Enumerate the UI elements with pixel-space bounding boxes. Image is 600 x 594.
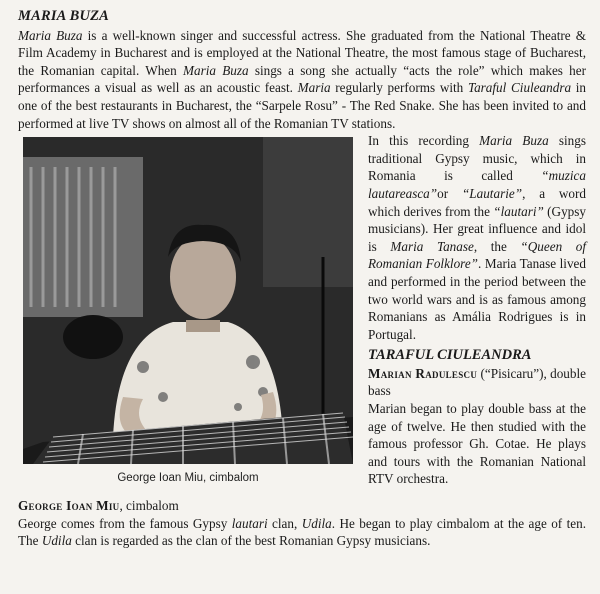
- text-run: or: [437, 185, 462, 201]
- text-run: in one of the best restaurants in Bucharest, the “Sarpele Rosu” - The Red Snake. She has been invited to and performed at live TV shows on almost all of the Romanian TV stations.: [18, 80, 586, 131]
- text-run: clan,: [267, 515, 302, 531]
- text-run: lautari: [231, 515, 268, 531]
- marian-radulescu-bio: Marian began to play double bass at the age of twelve. He then studied with the famous professor Gh. Cotae. He plays and tours with the Romanian National RTV orchestra.: [368, 401, 586, 487]
- text-run: Udila: [41, 533, 72, 549]
- text-run: Maria Buza: [18, 27, 83, 43]
- text-run: Taraful Ciuleandra: [467, 80, 572, 96]
- george-miu-role: , cimbalom: [119, 498, 179, 514]
- section-heading-maria-buza: MARIA BUZA: [18, 8, 110, 24]
- text-run: “muzica lautareasca”: [368, 168, 586, 201]
- text-run: . He began to play cimbalom at the age of ten. The: [18, 515, 587, 549]
- marian-radulescu-name: Marian Radulescu: [368, 365, 478, 381]
- text-run: “lautari”: [493, 203, 544, 219]
- text-run: , a word which derives from the: [368, 185, 586, 219]
- text-run: is a well-known singer and successful actress. She graduated from the National Theatre & Film Academy in Bucharest and is employed at the National Theatre, the most famous stage of Bucharest, the Romanian capital. When: [18, 27, 587, 78]
- text-run: sings traditional Gypsy music, which in Romania is called: [368, 133, 586, 184]
- text-run: sings a song she actually “acts the role” which makes her performances a visual as well as an acoustic feast.: [18, 62, 587, 96]
- marian-radulescu-role: (“Pisicaru”), double bass: [368, 365, 587, 399]
- text-run: “Lautarie”: [461, 185, 523, 201]
- text-run: clan is regarded as the clan of the best Romanian Gypsy musicians.: [71, 533, 431, 549]
- maria-buza-paragraph-1: [18, 27, 586, 133]
- text-run: Maria Buza: [182, 62, 249, 78]
- george-miu-bio: [18, 515, 586, 550]
- text-run: , the: [473, 238, 521, 254]
- text-run: Maria: [297, 80, 331, 96]
- george-miu-name: George Ioan Miu: [18, 498, 120, 514]
- section-heading-taraful-ciuleandra: TARAFUL CIULEANDRA: [368, 347, 532, 364]
- text-run: . Maria Tanase lived and performed in the period between the two world wars and is as famous among Romanians as Amália Rodrigues is in Portugal.: [368, 256, 586, 342]
- booklet-page: [18, 8, 586, 550]
- text-run: Maria Buza: [479, 133, 549, 149]
- photo-caption: George Ioan Miu, cimbalom: [117, 472, 259, 485]
- cimbalom-player-photo: [23, 137, 353, 464]
- text-run: Maria Tanase: [390, 238, 474, 254]
- text-run: Udila: [301, 515, 332, 531]
- text-run: (Gypsy musicians). Her great influence and idol is: [368, 203, 586, 254]
- photo-figure: [23, 137, 353, 493]
- text-run: “Queen of Romanian Folklore”: [368, 238, 587, 272]
- text-run: George comes from the famous Gypsy: [18, 515, 232, 531]
- george-miu-entry: [18, 497, 586, 515]
- text-run: regularly performs with: [330, 80, 468, 96]
- text-run: In this recording: [368, 133, 480, 149]
